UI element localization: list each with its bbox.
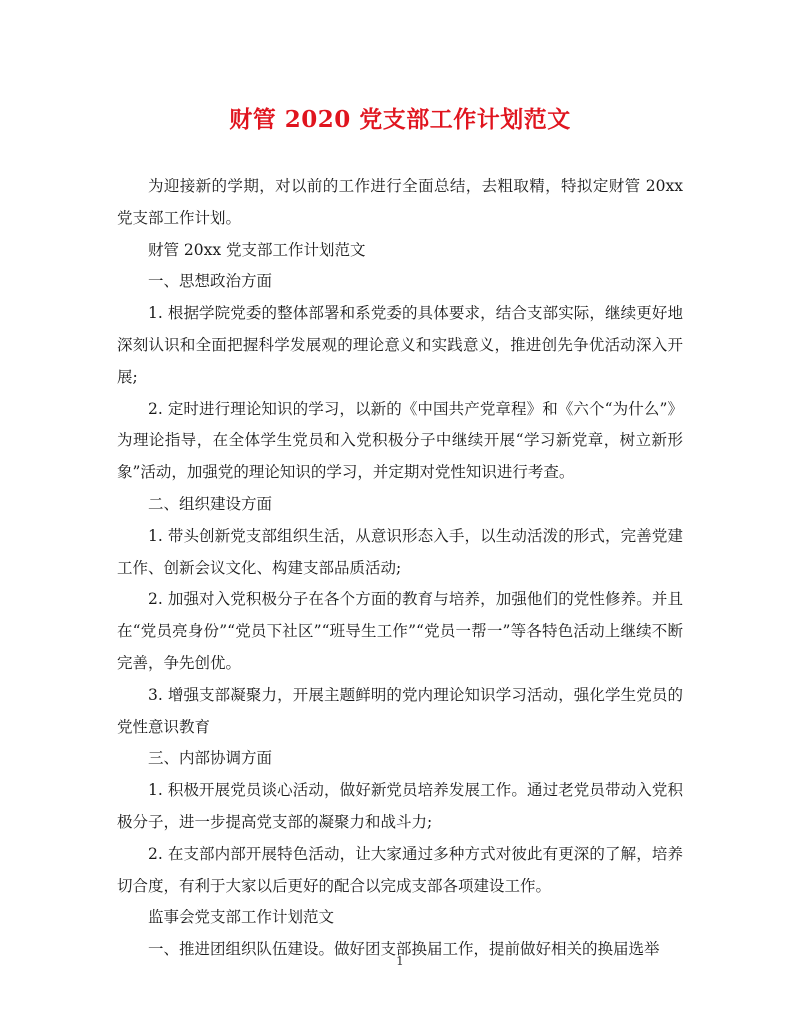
- paragraph-coordination-1: 1. 积极开展党员谈心活动，做好新党员培养发展工作。通过老党员带动入党积极分子，进一步提高党支部的凝聚力和战斗力;: [117, 781, 683, 831]
- document-title: 财管 2020 党支部工作计划范文: [229, 106, 571, 133]
- document-body: [117, 171, 683, 966]
- paragraph-organization-2: 2. 加强对入党积极分子在各个方面的教育与培养，加强他们的党性修养。并且在“党员亮身份”“党员下社区”“班导生工作”“党员一帮一”等各特色活动上继续不断完善，争先创优。: [117, 590, 683, 672]
- section-heading-coordination: 三、内部协调方面: [148, 749, 273, 768]
- paragraph-intro: 为迎接新的学期，对以前的工作进行全面总结，去粗取精，特拟定财管 20xx 党支部工作计划。: [117, 177, 683, 227]
- paragraph-coordination-2: 2. 在支部内部开展特色活动，让大家通过多种方式对彼此有更深的了解，培养切合度，有利于大家以后更好的配合以完成支部各项建设工作。: [117, 844, 683, 895]
- section-heading-organization: 二、组织建设方面: [148, 494, 273, 513]
- paragraph-ideology-1: 1. 根据学院党委的整体部署和系党委的具体要求，结合支部实际，继续更好地深刻认识和全面把握科学发展观的理论意义和实践意义，推进创先争优活动深入开展;: [117, 304, 683, 386]
- page-number: 1: [396, 954, 404, 968]
- paragraph-subtitle-supervisory-plan: 监事会党支部工作计划范文: [148, 908, 335, 927]
- paragraph-ideology-2: 2. 定时进行理论知识的学习，以新的《中国共产党章程》和《六个“为什么”》为理论指导，在全体学生党员和入党积极分子中继续开展“学习新党章，树立新形象”活动，加强党的理论知识的学习，并定期对党性知识进行考查。: [117, 399, 683, 482]
- paragraph-subtitle-finance-plan: 财管 20xx 党支部工作计划范文: [148, 240, 366, 259]
- paragraph-supervisory-1: 一、推进团组织队伍建设。做好团支部换届工作，提前做好相关的换届选举: [148, 940, 660, 959]
- paragraph-organization-3: 3. 增强支部凝聚力，开展主题鲜明的党内理论知识学习活动，强化学生党员的党性意识教育: [117, 685, 683, 736]
- paragraph-organization-1: 1. 带头创新党支部组织生活，从意识形态入手，以生动活泼的形式，完善党建工作、创新会议文化、构建支部品质活动;: [117, 526, 683, 577]
- section-heading-ideology: 一、思想政治方面: [148, 272, 273, 291]
